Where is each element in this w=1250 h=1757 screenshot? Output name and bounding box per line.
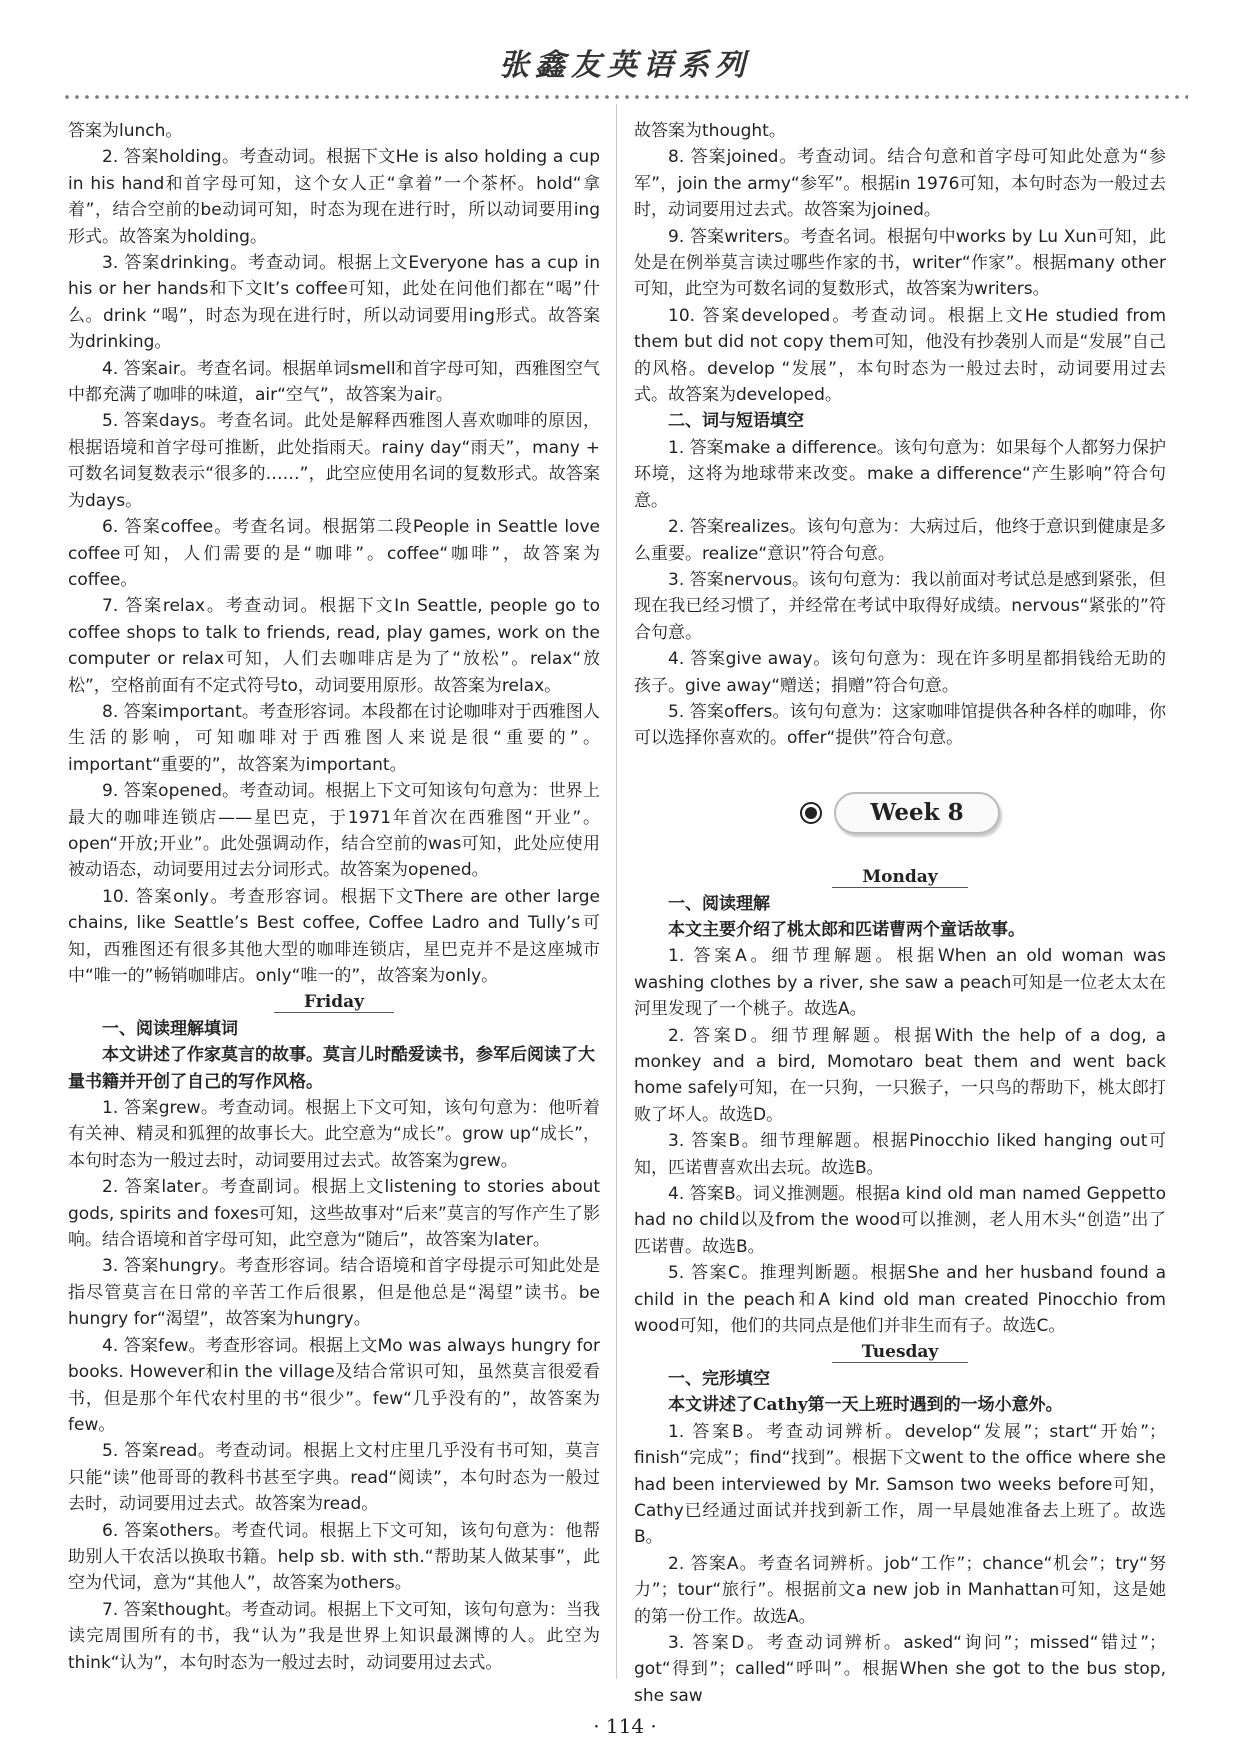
day-heading: Monday	[634, 864, 1166, 890]
answer-item: 5. 答案offers。该句句意为：这家咖啡馆提供各种各样的咖啡，你可以选择你喜欢的。offer“提供”符合句意。	[634, 701, 1166, 749]
answer-item: 1. 答案A。细节理解题。根据When an old woman was washing clothes by a river, she saw a peach可知是一位老太太在河里发现了一个桃子。故选A。	[634, 946, 1166, 1020]
continued-text: 答案为lunch。	[68, 121, 183, 141]
series-title: 张鑫友英语系列	[499, 48, 751, 83]
answer-item: 9. 答案opened。考查动词。根据上下文可知该句句意为：世界上最大的咖啡连锁店——星巴克，于1971年首次在西雅图“开业”。open“开放;开业”。此处强调动作，结合空前的was可知，此处应使用被动语态，动词要用过去分词形式。故答案为opened。	[68, 781, 600, 881]
answer-item: 4. 答案give away。该句句意为：现在许多明星都捐钱给无助的孩子。give away“赠送；捐赠”符合句意。	[634, 649, 1166, 696]
answer-item: 4. 答案few。考查形容词。根据上文Mo was always hungry for books. However和in the village及结合常识可知，虽然莫言很爱看书，但是那个年代农村里的书“很少”。few“几乎没有的”，故答案为few。	[68, 1335, 600, 1435]
answer-item: 1. 答案B。考查动词辨析。develop“发展”；start“开始”；finish“完成”；find“找到”。根据下文went to the office where she had been interviewed by Mr. Samson two weeks before可知，Cathy已经通过面试并找到新工作，周一早晨她准备去上班了。故选B。	[634, 1421, 1166, 1548]
answer-item: 10. 答案developed。考查动词。根据上文He studied from them but did not copy them可知，他没有抄袭别人而是“发展”自己的风格。develop “发展”，本句时态为一般过去时，动词要用过去式。故答案为developed。	[634, 305, 1166, 406]
answer-item: 1. 答案grew。考查动词。根据上下文可知，该句句意为：他听着有关神、精灵和狐狸的故事长大。此空意为“成长”。grow up“成长”，本句时态为一般过去时，动词要用过去式。故答案为grew。	[68, 1098, 600, 1171]
answer-item: 2. 答案A。考查名词辨析。job“工作”；chance“机会”；try“努力”；tour“旅行”。根据前文a new job in Manhattan可知，这是她的第一份工作。故选A。	[634, 1553, 1166, 1627]
answer-item: 5. 答案C。推理判断题。根据She and her husband found a child in the peach和A kind old man created Pinocchio from wood可知，他们的共同点是他们并非生而有子。故选C。	[634, 1263, 1166, 1337]
bullet-icon	[800, 802, 822, 824]
answer-item: 3. 答案drinking。考查动词。根据上文Everyone has a cup in his or her hands和下文It’s coffee可知，此处在问他们都在“喝”什么。drink “喝”，时态为现在进行时，所以动词要用ing形式。故答案为drinking。	[68, 253, 600, 353]
answer-item: 3. 答案nervous。该句句意为：我以前面对考试总是感到紧张，但现在我已经习惯了，并经常在考试中取得好成绩。nervous“紧张的”符合句意。	[634, 569, 1166, 643]
section-heading: 一、完形填空	[668, 1368, 770, 1389]
passage-summary: 本文讲述了作家莫言的故事。莫言儿时酷爱读书，参军后阅读了大量书籍并开创了自己的写作风格。	[68, 1045, 595, 1092]
answer-item: 3. 答案D。考查动词辨析。asked“询问”；missed“错过”；got“得到”；called“呼叫”。根据When she got to the bus stop, she saw	[634, 1632, 1166, 1706]
section-heading: 一、阅读理解填词	[102, 1018, 238, 1039]
answer-item: 3. 答案B。细节理解题。根据Pinocchio liked hanging out可知，匹诺曹喜欢出去玩。故选B。	[634, 1131, 1166, 1178]
week-heading	[634, 792, 1166, 834]
dotted-divider	[62, 92, 1188, 102]
answer-item: 2. 答案D。细节理解题。根据With the help of a dog, a monkey and a bird, Momotaro beat them and went back home safely可知，在一只狗，一只猴子，一只鸟的帮助下，桃太郎打败了坏人。故选D。	[634, 1025, 1166, 1125]
continued-text: 故答案为thought。	[634, 121, 786, 141]
section-heading: 一、阅读理解	[668, 893, 770, 914]
week-label: Week 8	[834, 792, 999, 834]
passage-summary: 本文讲述了Cathy第一天上班时遇到的一场小意外。	[668, 1395, 1063, 1416]
answer-item: 5. 答案days。考查名词。此处是解释西雅图人喜欢咖啡的原因，根据语境和首字母可推断，此处指雨天。rainy day“雨天”，many + 可数名词复数表示“很多的……”，此空应使用名词的复数形式。故答案为days。	[68, 411, 600, 511]
answer-item: 1. 答案make a difference。该句句意为：如果每个人都努力保护环境，这将为地球带来改变。make a difference“产生影响”符合句意。	[634, 437, 1166, 511]
right-column	[634, 118, 1166, 1709]
answer-item: 2. 答案realizes。该句句意为：大病过后，他终于意识到健康是多么重要。realize“意识”符合句意。	[634, 517, 1166, 564]
answer-item: 2. 答案later。考查副词。根据上文listening to stories about gods, spirits and foxes可知，这些故事对“后来”莫言的写作产生了影响。结合语境和首字母可知，此空意为“随后”，故答案为later。	[68, 1177, 600, 1251]
day-heading: Friday	[68, 989, 600, 1015]
column-divider	[616, 104, 617, 1679]
answer-item: 8. 答案important。考查形容词。本段都在讨论咖啡对于西雅图人生活的影响，可知咖啡对于西雅图人来说是很“重要的”。important“重要的”，故答案为important。	[68, 701, 600, 775]
answer-item: 10. 答案only。考查形容词。根据下文There are other large chains, like Seattle’s Best coffee, Coffee Ladro and Tully’s可知，西雅图还有很多其他大型的咖啡连锁店，星巴克并不是这座城市中“唯一的”畅销咖啡店。only“唯一的”，故答案为only。	[68, 886, 600, 986]
section-heading: 二、词与短语填空	[668, 411, 804, 432]
answer-item: 6. 答案others。考查代词。根据上下文可知，该句句意为：他帮助别人干农活以换取书籍。help sb. with sth.“帮助某人做某事”，此空为代词，意为“其他人”，故答案为others。	[68, 1520, 600, 1594]
answer-item: 7. 答案thought。考查动词。根据上下文可知，该句句意为：当我读完周围所有的书，我“认为”我是世界上知识最渊博的人。此空为think“认为”，本句时态为一般过去时，动词要用过去式。	[68, 1599, 600, 1673]
answer-item: 6. 答案coffee。考查名词。根据第二段People in Seattle love coffee可知，人们需要的是“咖啡”。coffee“咖啡”，故答案为coffee。	[68, 517, 600, 590]
answer-item: 3. 答案hungry。考查形容词。结合语境和首字母提示可知此处是指尽管莫言在日常的辛苦工作后很累，但是他总是“渴望”读书。be hungry for“渴望”，故答案为hungry。	[68, 1256, 600, 1330]
answer-item: 2. 答案holding。考查动词。根据下文He is also holding a cup in his hand和首字母可知，这个女人正“拿着”一个茶杯。hold“拿着”，结合空前的be动词可知，时态为现在进行时，所以动词要用ing形式。故答案为holding。	[68, 147, 600, 247]
answer-item: 8. 答案joined。考查动词。结合句意和首字母可知此处意为“参军”，join the army“参军”。根据in 1976可知，本句时态为一般过去时，动词要用过去式。故答案为joined。	[634, 147, 1166, 221]
answer-item: 7. 答案relax。考查动词。根据下文In Seattle, people go to coffee shops to talk to friends, read, play games, work on the computer or relax可知，人们去咖啡店是为了“放松”。relax“放松”，空格前面有不定式符号to，动词要用原形。故答案为relax。	[68, 596, 600, 696]
left-column	[68, 118, 600, 1676]
page-number: · 114 ·	[593, 1714, 657, 1738]
answer-item: 4. 答案B。词义推测题。根据a kind old man named Geppetto had no child以及from the wood可以推测，老人用木头“创造”出了匹诺曹。故选B。	[634, 1184, 1166, 1257]
answer-item: 4. 答案air。考查名词。根据单词smell和首字母可知，西雅图空气中都充满了咖啡的味道，air“空气”，故答案为air。	[68, 358, 600, 406]
day-heading: Tuesday	[634, 1339, 1166, 1365]
answer-item: 9. 答案writers。考查名词。根据句中works by Lu Xun可知，此处是在例举莫言读过哪些作家的书，writer“作家”。根据many other可知，此空为可数名词的复数形式，故答案为writers。	[634, 226, 1166, 300]
answer-item: 5. 答案read。考查动词。根据上文村庄里几乎没有书可知，莫言只能“读”他哥哥的教科书甚至字典。read“阅读”，本句时态为一般过去时，动词要用过去式。故答案为read。	[68, 1441, 600, 1515]
passage-summary: 本文主要介绍了桃太郎和匹诺曹两个童话故事。	[668, 919, 1025, 940]
